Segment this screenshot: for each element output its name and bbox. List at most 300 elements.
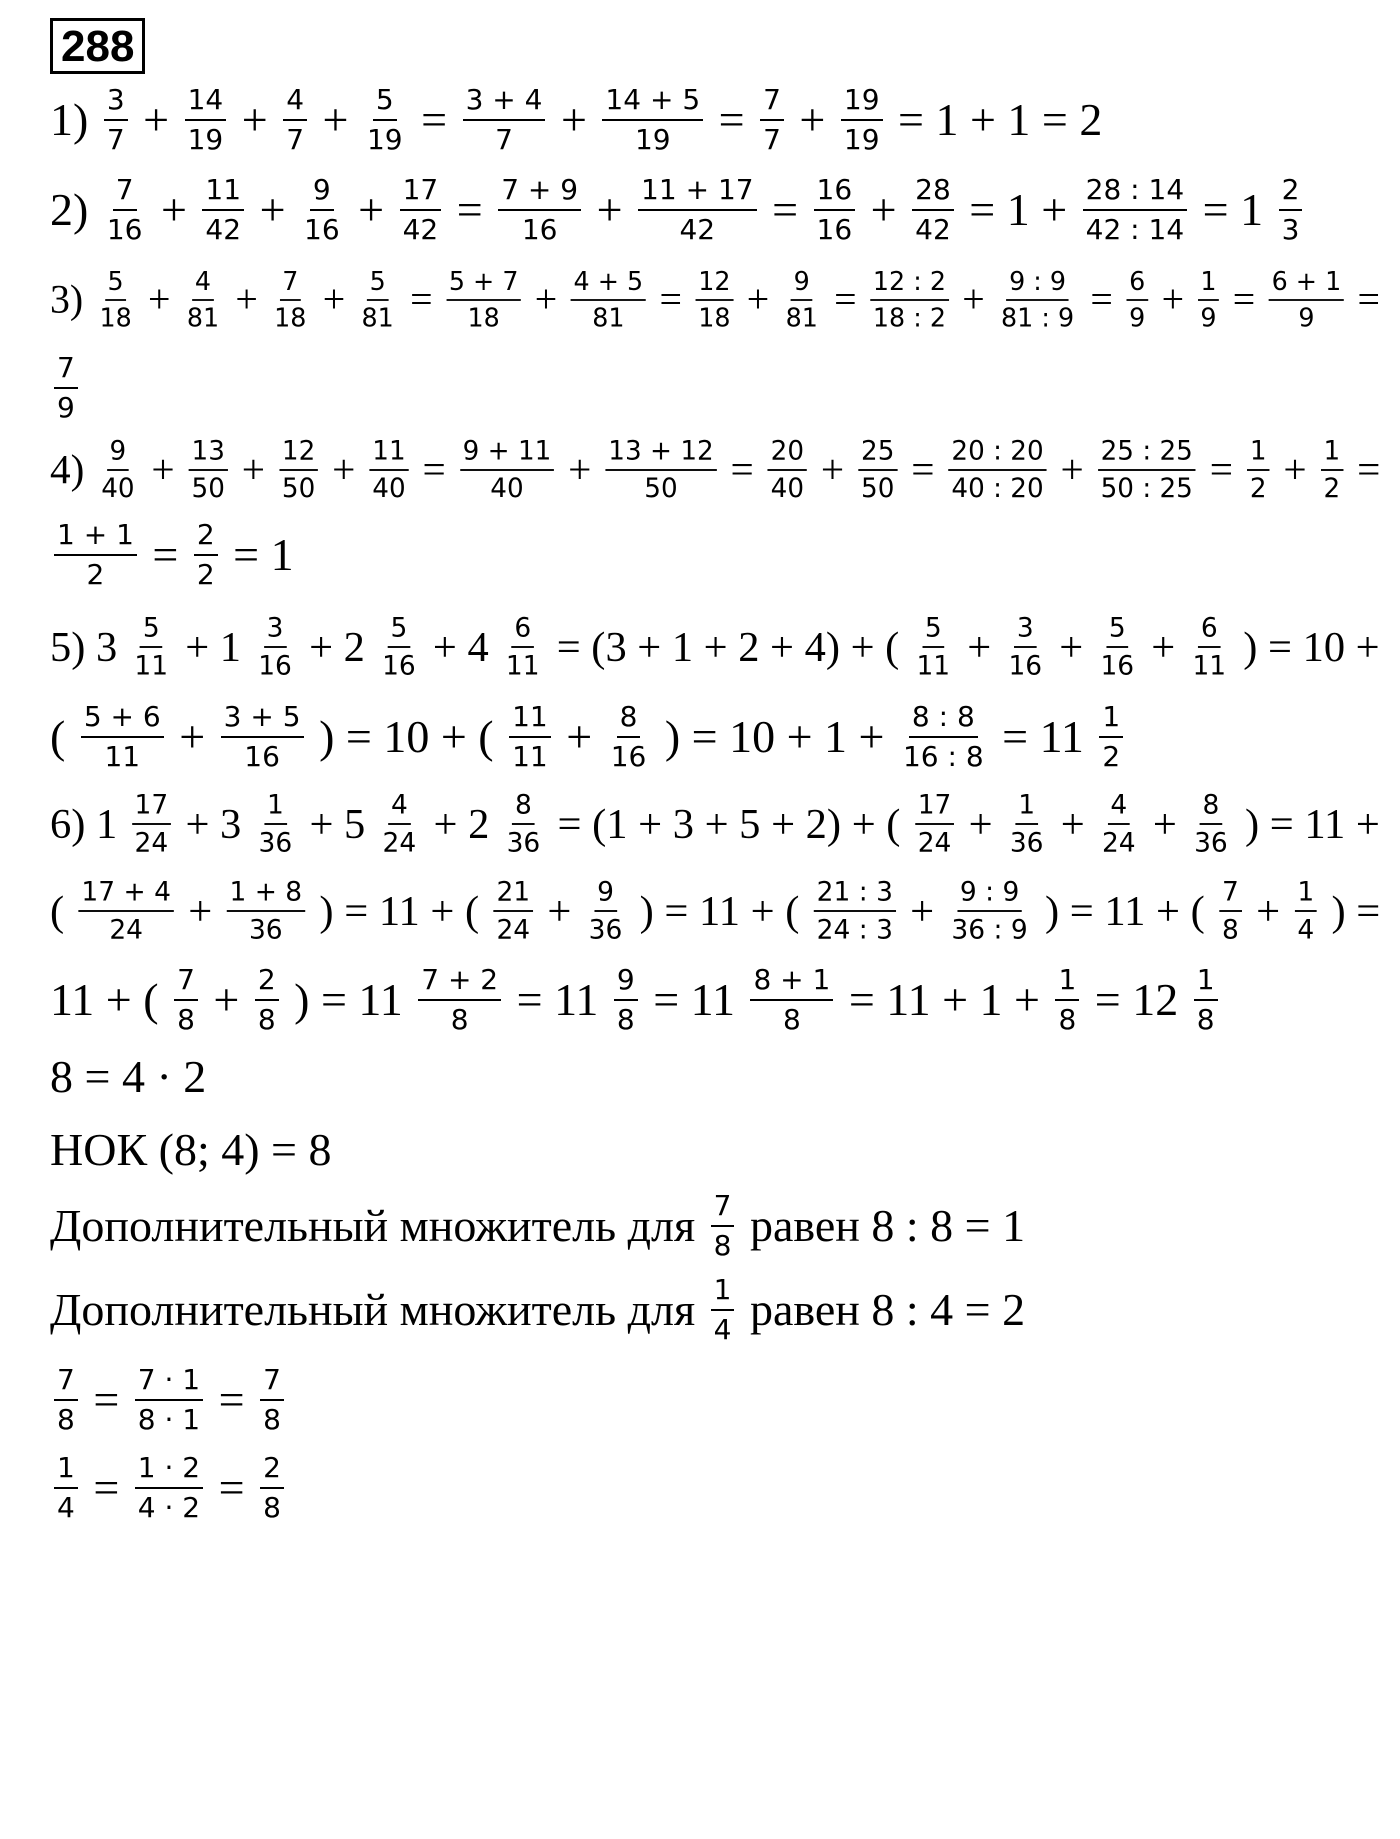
- expression-text: +: [1140, 622, 1186, 671]
- fraction: [509, 701, 551, 774]
- expression-text: +: [1048, 622, 1094, 671]
- fraction-numerator: 7 + 2: [418, 964, 501, 1001]
- fraction-numerator: 12: [696, 267, 734, 301]
- fraction: [915, 790, 954, 859]
- fraction-numerator: 7: [1219, 877, 1242, 912]
- expression-text: 1): [50, 94, 100, 145]
- fraction-denominator: 8: [1196, 1003, 1215, 1036]
- expression-text: =: [900, 446, 945, 493]
- fraction-numerator: 21: [494, 877, 533, 912]
- fraction-numerator: 25: [858, 436, 897, 471]
- fraction-numerator: 17: [132, 790, 171, 825]
- fraction-denominator: 50: [281, 472, 316, 504]
- fraction-numerator: 2: [260, 1452, 284, 1489]
- fraction-denominator: 8: [257, 1003, 276, 1036]
- expression-text: =: [81, 1374, 131, 1425]
- fraction-numerator: 17: [400, 174, 442, 211]
- fraction-denominator: 8: [263, 1491, 281, 1524]
- fraction-denominator: 40: [770, 472, 805, 504]
- expression-text: НОК (8; 4) = 8: [50, 1124, 332, 1175]
- fraction-denominator: 16: [816, 213, 853, 246]
- fraction: [608, 701, 650, 774]
- fraction-numerator: 9 + 11: [460, 436, 554, 471]
- fraction-denominator: 2: [196, 558, 215, 591]
- fraction-denominator: 50: [861, 472, 895, 504]
- fraction-denominator: 19: [187, 123, 224, 156]
- expression-text: = 11: [505, 974, 610, 1025]
- fraction-numerator: 1: [264, 790, 287, 825]
- fraction: [418, 964, 501, 1037]
- conversion-line-2: [50, 1433, 288, 1543]
- expression-text: + 3: [174, 799, 252, 848]
- fraction-denominator: 9: [1200, 302, 1217, 333]
- fraction: [460, 436, 554, 504]
- fraction-numerator: 6: [1126, 267, 1148, 301]
- expression-text: =: [207, 1374, 257, 1425]
- fraction-numerator: 3: [104, 84, 128, 121]
- fraction: [97, 267, 135, 333]
- fraction-denominator: 18: [467, 302, 500, 333]
- fraction-denominator: 36: [1009, 826, 1044, 859]
- fraction: [1295, 877, 1318, 946]
- fraction-numerator: 14: [185, 84, 227, 121]
- fraction: [1269, 267, 1344, 333]
- fraction: [1194, 964, 1218, 1037]
- fraction: [364, 84, 406, 157]
- fraction-numerator: 5: [140, 613, 162, 648]
- fraction-numerator: 14 + 5: [602, 84, 703, 121]
- fraction-denominator: 8: [177, 1003, 195, 1036]
- fraction: [301, 174, 343, 247]
- fraction-denominator: 8: [713, 1229, 732, 1262]
- expression-text: =: [707, 94, 757, 145]
- fraction-denominator: 36: [258, 826, 293, 859]
- fraction: [283, 84, 307, 157]
- fraction-denominator: 19: [634, 123, 671, 156]
- expression-text: =: [400, 277, 443, 322]
- fraction-numerator: 1: [1321, 436, 1343, 471]
- fraction: [132, 613, 171, 682]
- fraction-numerator: 2: [194, 519, 218, 556]
- fraction-numerator: 7 · 1: [135, 1364, 203, 1401]
- fraction-numerator: 7: [280, 267, 302, 301]
- fraction-denominator: 42: [679, 213, 716, 246]
- expression-text: ) = 10 +: [1232, 622, 1380, 671]
- fraction: [463, 84, 546, 157]
- fraction: [1099, 701, 1123, 774]
- task-number-box: 288: [50, 18, 145, 74]
- solution-6-line-3: [50, 945, 1222, 1055]
- expression-text: ) = 11 + (: [308, 886, 490, 935]
- fraction-numerator: 8: [617, 701, 641, 738]
- fraction-denominator: 9: [1298, 302, 1315, 333]
- expression-text: 8 = 4 · 2: [50, 1051, 207, 1102]
- fraction: [135, 1452, 203, 1525]
- expression-text: + 1: [174, 622, 252, 671]
- fraction-denominator: 8: [1058, 1003, 1077, 1036]
- fraction: [380, 790, 419, 859]
- fraction: [783, 267, 821, 333]
- fraction-denominator: 16: [244, 740, 280, 773]
- expression-text: +: [201, 974, 251, 1025]
- fraction: [858, 436, 897, 504]
- fraction-numerator: 1: [1099, 701, 1123, 738]
- expression-text: +: [141, 446, 185, 493]
- fraction: [98, 436, 137, 504]
- fraction-numerator: 1: [1015, 790, 1038, 825]
- fraction: [503, 613, 542, 682]
- expression-text: +: [736, 277, 780, 322]
- fraction-denominator: 81: [785, 302, 818, 333]
- expression-text: +: [346, 184, 396, 235]
- fraction: [227, 877, 305, 946]
- fraction-denominator: 2: [86, 558, 105, 591]
- expression-text: = 12: [1083, 974, 1190, 1025]
- expression-text: + 5: [298, 799, 376, 848]
- fraction-numerator: 17: [915, 790, 954, 825]
- fraction-numerator: 28: [912, 174, 954, 211]
- expression-text: =: [720, 446, 765, 493]
- fraction-denominator: 4: [713, 1313, 732, 1346]
- solution-3-line-1: [50, 250, 1380, 350]
- fraction: [256, 790, 295, 859]
- fraction-numerator: 1 · 2: [135, 1452, 203, 1489]
- fraction: [1099, 790, 1138, 859]
- fraction: [900, 701, 987, 774]
- fraction-numerator: 4: [283, 84, 307, 121]
- solution-2-line-1: [50, 155, 1306, 265]
- fraction-numerator: 7: [54, 352, 78, 389]
- fraction-numerator: 1: [1194, 964, 1218, 1001]
- fraction: [104, 174, 146, 247]
- expression-text: +: [1142, 799, 1188, 848]
- fraction-numerator: 9: [310, 174, 334, 211]
- expression-text: =: [207, 1462, 257, 1513]
- fraction-denominator: 2: [1102, 740, 1121, 773]
- fraction-numerator: 13 + 12: [605, 436, 716, 471]
- fraction-denominator: 4: [57, 1491, 75, 1524]
- fraction-denominator: 8: [263, 1403, 281, 1436]
- fraction: [841, 84, 883, 157]
- fraction-numerator: 9 : 9: [957, 877, 1022, 912]
- fraction-denominator: 42: [402, 213, 439, 246]
- fraction-numerator: 11: [202, 174, 244, 211]
- expression-text: ) =: [1320, 886, 1381, 935]
- fraction-numerator: 12: [279, 436, 318, 471]
- fraction-numerator: 7: [260, 1364, 284, 1401]
- expression-text: + 2: [298, 622, 376, 671]
- expression-text: +: [810, 446, 855, 493]
- fraction-numerator: 5: [367, 267, 389, 301]
- fraction-denominator: 8: [616, 1003, 635, 1036]
- fraction: [1247, 436, 1269, 504]
- fraction-numerator: 25 : 25: [1098, 436, 1196, 471]
- fraction-numerator: 7: [760, 84, 784, 121]
- fraction: [998, 267, 1076, 333]
- fraction-denominator: 16: [1008, 649, 1043, 681]
- fraction: [54, 519, 137, 592]
- fraction-numerator: 9: [791, 267, 813, 301]
- fraction: [104, 84, 128, 157]
- fraction-numerator: 3 + 4: [463, 84, 546, 121]
- fraction-numerator: 8 : 8: [909, 701, 978, 738]
- fraction-numerator: 7: [54, 1364, 78, 1401]
- fraction-numerator: 8: [1200, 790, 1223, 825]
- fraction: [571, 267, 646, 333]
- expression-text: ) = 10 + 1 +: [653, 711, 896, 762]
- expression-text: +: [549, 94, 599, 145]
- fraction-denominator: 9: [1129, 302, 1146, 333]
- fraction-denominator: 11: [1192, 649, 1227, 681]
- fraction-denominator: 40 : 20: [951, 472, 1044, 504]
- expression-text: 4): [50, 446, 95, 493]
- fraction-denominator: 50: [644, 472, 678, 504]
- fraction: [1191, 790, 1230, 859]
- expression-text: +: [1273, 446, 1317, 493]
- fraction-denominator: 8: [782, 1003, 801, 1036]
- fraction: [605, 436, 716, 504]
- fraction-numerator: 11: [509, 701, 551, 738]
- expression-text: +: [1151, 277, 1195, 322]
- fraction: [949, 436, 1047, 504]
- fraction: [446, 267, 521, 333]
- expression-text: =: [760, 184, 810, 235]
- expression-text: +: [312, 277, 356, 322]
- fraction-denominator: 16: [258, 649, 292, 681]
- fraction-numerator: 3: [264, 613, 286, 648]
- expression-text: ) = 11: [282, 974, 415, 1025]
- expression-text: = 11 + 1 +: [837, 974, 1052, 1025]
- fraction: [1190, 613, 1229, 682]
- fraction: [1007, 790, 1046, 859]
- fraction-numerator: 20 : 20: [949, 436, 1047, 471]
- fraction-numerator: 6 + 1: [1269, 267, 1344, 301]
- fraction: [202, 174, 244, 247]
- fraction: [1198, 267, 1220, 333]
- expression-text: +: [557, 446, 602, 493]
- expression-text: = (3 + 1 + 2 + 4) + (: [546, 622, 910, 671]
- fraction-numerator: 1: [54, 1452, 78, 1489]
- fraction: [255, 613, 294, 682]
- expression-text: ) = 11 + (: [1034, 886, 1216, 935]
- fraction-denominator: 24 : 3: [816, 913, 893, 946]
- expression-text: + 2: [422, 799, 500, 848]
- fraction-numerator: 4 + 5: [571, 267, 646, 301]
- fraction-denominator: 81: [592, 302, 625, 333]
- expression-text: ) = 11 +: [1234, 799, 1380, 848]
- expression-text: (: [50, 886, 75, 935]
- fraction-denominator: 8: [450, 1003, 469, 1036]
- fraction: [914, 613, 953, 682]
- fraction-numerator: 7: [711, 1190, 735, 1227]
- fraction-numerator: 11 + 17: [638, 174, 757, 211]
- expression-text: + 4: [422, 622, 500, 671]
- fraction-denominator: 8: [57, 1403, 75, 1436]
- fraction: [912, 174, 954, 247]
- expression-text: +: [585, 184, 635, 235]
- expression-text: 2): [50, 184, 100, 235]
- expression-text: =: [81, 1462, 131, 1513]
- expression-text: 11 + (: [50, 974, 171, 1025]
- expression-text: = 1 + 1 = 2: [886, 94, 1103, 145]
- expression-text: +: [1050, 799, 1096, 848]
- fraction-numerator: 1: [1247, 436, 1269, 471]
- fraction-denominator: 24: [1101, 826, 1136, 859]
- fraction: [711, 1190, 735, 1263]
- fraction-denominator: 18: [274, 302, 307, 333]
- expression-text: =: [1080, 277, 1123, 322]
- fraction-numerator: 2: [255, 964, 279, 1001]
- fraction-denominator: 19: [843, 123, 880, 156]
- fraction: [586, 877, 625, 946]
- expression-text: = 11: [990, 711, 1096, 762]
- fraction-denominator: 7: [106, 123, 125, 156]
- fraction: [1279, 174, 1303, 247]
- fraction-denominator: 24: [134, 826, 169, 859]
- expression-text: (: [50, 711, 77, 762]
- fraction: [255, 964, 279, 1037]
- fraction: [400, 174, 442, 247]
- expression-text: Дополнительный множитель для: [50, 1200, 707, 1251]
- fraction-numerator: 5: [388, 613, 410, 648]
- fraction-denominator: 11: [104, 740, 141, 773]
- expression-text: +: [957, 799, 1004, 848]
- fraction-numerator: 5: [1106, 613, 1128, 648]
- fraction-denominator: 36 : 9: [951, 913, 1028, 946]
- fraction-denominator: 42: [915, 213, 951, 246]
- fraction-numerator: 1: [1295, 877, 1318, 912]
- expression-text: Дополнительный множитель для: [50, 1284, 707, 1335]
- expression-text: =: [412, 446, 457, 493]
- fraction: [359, 267, 397, 333]
- fraction: [260, 1452, 284, 1525]
- expression-text: 5) 3: [50, 622, 128, 671]
- fraction: [711, 1274, 735, 1347]
- fraction: [379, 613, 418, 682]
- fraction: [1006, 613, 1045, 682]
- fraction-numerator: 5: [373, 84, 397, 121]
- fraction-numerator: 9: [614, 964, 638, 1001]
- expression-text: =: [1346, 446, 1381, 493]
- fraction-numerator: 1: [711, 1274, 735, 1311]
- expression-text: равен 8 : 8 = 1: [738, 1200, 1026, 1251]
- fraction-numerator: 17 + 4: [79, 877, 174, 912]
- expression-text: +: [956, 622, 1002, 671]
- expression-text: = 1: [1191, 184, 1275, 235]
- fraction-denominator: 50 : 25: [1100, 472, 1193, 504]
- expression-text: +: [554, 711, 604, 762]
- expression-text: +: [225, 277, 268, 322]
- fraction-numerator: 8: [512, 790, 535, 825]
- fraction-denominator: 24: [917, 826, 952, 859]
- fraction-numerator: 2: [1279, 174, 1303, 211]
- fraction-numerator: 1 + 8: [227, 877, 305, 912]
- expression-text: 3): [50, 277, 94, 322]
- fraction: [184, 267, 222, 333]
- fraction-denominator: 4: [1297, 913, 1315, 946]
- expression-text: +: [536, 886, 583, 935]
- fraction-numerator: 3 + 5: [221, 701, 304, 738]
- fraction-denominator: 18 : 2: [872, 302, 946, 333]
- fraction-numerator: 5 + 6: [81, 701, 164, 738]
- expression-text: = 1 +: [957, 184, 1079, 235]
- fraction-numerator: 5: [922, 613, 944, 648]
- fraction-denominator: 40: [490, 472, 524, 504]
- expression-text: =: [140, 529, 190, 580]
- fraction-numerator: 12 : 2: [870, 267, 948, 301]
- expression-text: ) = 10 + (: [307, 711, 506, 762]
- fraction-denominator: 4 · 2: [137, 1491, 201, 1524]
- fraction-numerator: 1 + 1: [54, 519, 137, 556]
- fraction-denominator: 81: [186, 302, 220, 333]
- fraction: [189, 436, 228, 504]
- fraction: [132, 790, 171, 859]
- fraction: [498, 174, 581, 247]
- fraction: [221, 701, 304, 774]
- expression-text: +: [311, 94, 360, 145]
- fraction: [768, 436, 807, 504]
- expression-text: +: [167, 711, 217, 762]
- fraction-denominator: 11: [505, 649, 540, 681]
- fraction: [1098, 613, 1137, 682]
- fraction-numerator: 7 + 9: [498, 174, 581, 211]
- fraction: [814, 174, 856, 247]
- fraction-denominator: 42: [205, 213, 242, 246]
- fraction-denominator: 18: [99, 302, 132, 333]
- expression-text: +: [149, 184, 199, 235]
- fraction: [750, 964, 833, 1037]
- fraction-numerator: 5 + 7: [446, 267, 521, 301]
- fraction-denominator: 16: [304, 213, 340, 246]
- fraction: [1126, 267, 1148, 333]
- fraction: [760, 84, 784, 157]
- fraction-denominator: 16: [1100, 649, 1135, 681]
- fraction-denominator: 16: [521, 213, 558, 246]
- expression-text: +: [859, 184, 909, 235]
- fraction-numerator: 1: [1198, 267, 1220, 301]
- expression-text: = 11: [641, 974, 747, 1025]
- expression-text: =: [1222, 277, 1266, 322]
- fraction-numerator: 20: [768, 436, 807, 471]
- fraction: [614, 964, 638, 1037]
- expression-text: +: [230, 94, 280, 145]
- fraction: [949, 877, 1031, 946]
- expression-text: =: [1347, 277, 1380, 322]
- fraction: [79, 877, 174, 946]
- solution-4-line-2: [50, 500, 294, 610]
- fraction-denominator: 36: [506, 826, 541, 859]
- fraction-denominator: 40: [372, 472, 406, 504]
- fraction-denominator: 50: [191, 472, 225, 504]
- fraction-denominator: 81 : 9: [1001, 302, 1075, 333]
- fraction: [271, 267, 309, 333]
- fraction-numerator: 16: [814, 174, 856, 211]
- fraction-denominator: 3: [1281, 213, 1300, 246]
- fraction-denominator: 42 : 14: [1085, 213, 1185, 246]
- fraction-denominator: 36: [588, 913, 623, 946]
- expression-text: +: [321, 446, 366, 493]
- fraction: [135, 1364, 203, 1437]
- fraction: [1055, 964, 1079, 1037]
- fraction-numerator: 11: [369, 436, 408, 471]
- fraction-denominator: 24: [109, 913, 144, 946]
- expression-text: 6) 1: [50, 799, 128, 848]
- fraction-numerator: 19: [841, 84, 883, 121]
- fraction: [814, 877, 896, 946]
- fraction: [194, 519, 218, 592]
- fraction-denominator: 7: [286, 123, 305, 156]
- fraction-numerator: 28 : 14: [1083, 174, 1188, 211]
